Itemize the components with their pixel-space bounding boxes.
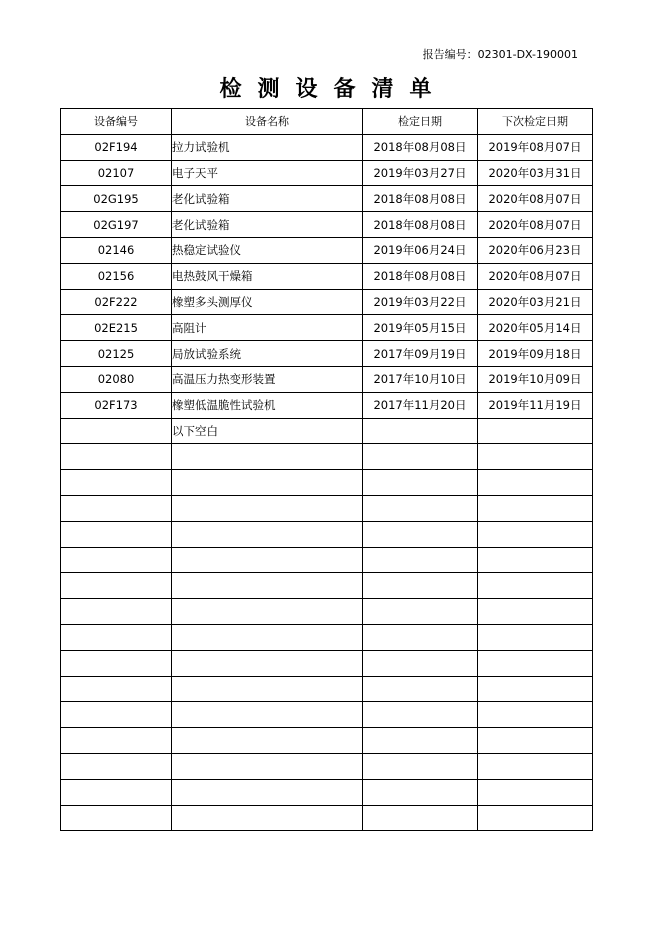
cell-name [172, 521, 363, 547]
cell-code [61, 573, 172, 599]
cell-name [172, 547, 363, 573]
cell-date [363, 444, 478, 470]
cell-code [61, 495, 172, 521]
cell-code [61, 728, 172, 754]
cell-next-date: 2019年08月07日 [478, 134, 593, 160]
cell-code: 02E215 [61, 315, 172, 341]
cell-code: 02G195 [61, 186, 172, 212]
cell-name: 老化试验箱 [172, 212, 363, 238]
cell-name [172, 495, 363, 521]
cell-next-date [478, 650, 593, 676]
cell-next-date [478, 805, 593, 831]
cell-next-date [478, 547, 593, 573]
cell-next-date: 2019年10月09日 [478, 366, 593, 392]
cell-date [363, 702, 478, 728]
cell-next-date: 2020年08月07日 [478, 186, 593, 212]
cell-next-date [478, 573, 593, 599]
cell-next-date [478, 418, 593, 444]
cell-code: 02080 [61, 366, 172, 392]
cell-code [61, 547, 172, 573]
table-row [61, 624, 593, 650]
cell-name: 橡塑多头测厚仪 [172, 289, 363, 315]
table-row [61, 702, 593, 728]
cell-name [172, 650, 363, 676]
cell-name: 老化试验箱 [172, 186, 363, 212]
table-row [61, 495, 593, 521]
table-row [61, 676, 593, 702]
cell-name: 电热鼓风干燥箱 [172, 263, 363, 289]
cell-date: 2017年09月19日 [363, 341, 478, 367]
cell-code: 02107 [61, 160, 172, 186]
cell-date: 2019年03月27日 [363, 160, 478, 186]
cell-name: 高温压力热变形装置 [172, 366, 363, 392]
cell-name: 以下空白 [172, 418, 363, 444]
cell-date [363, 418, 478, 444]
cell-code [61, 702, 172, 728]
cell-code: 02F194 [61, 134, 172, 160]
cell-name: 橡塑低温脆性试验机 [172, 392, 363, 418]
cell-date: 2017年10月10日 [363, 366, 478, 392]
table-row [61, 237, 593, 263]
cell-next-date [478, 470, 593, 496]
cell-date: 2019年03月22日 [363, 289, 478, 315]
cell-name: 局放试验系统 [172, 341, 363, 367]
table-row [61, 805, 593, 831]
cell-name [172, 779, 363, 805]
table-row [61, 341, 593, 367]
cell-date [363, 521, 478, 547]
cell-date [363, 470, 478, 496]
cell-date [363, 753, 478, 779]
page-title: 检测设备清单 [219, 76, 448, 102]
cell-date: 2018年08月08日 [363, 212, 478, 238]
cell-name [172, 470, 363, 496]
cell-code [61, 753, 172, 779]
cell-date [363, 676, 478, 702]
cell-name [172, 702, 363, 728]
table-row [61, 573, 593, 599]
table-row [61, 521, 593, 547]
cell-date: 2019年06月24日 [363, 237, 478, 263]
cell-name: 高阻计 [172, 315, 363, 341]
cell-date [363, 547, 478, 573]
equipment-table [60, 108, 593, 831]
cell-next-date [478, 444, 593, 470]
cell-name: 拉力试验机 [172, 134, 363, 160]
cell-next-date: 2020年03月31日 [478, 160, 593, 186]
cell-code [61, 805, 172, 831]
table-row [61, 289, 593, 315]
cell-name [172, 728, 363, 754]
cell-name [172, 805, 363, 831]
cell-name: 电子天平 [172, 160, 363, 186]
cell-name: 热稳定试验仪 [172, 237, 363, 263]
cell-date [363, 650, 478, 676]
cell-date [363, 728, 478, 754]
table-row [61, 315, 593, 341]
header-code: 设备编号 [61, 109, 172, 135]
table-body [61, 134, 593, 831]
cell-date: 2018年08月08日 [363, 263, 478, 289]
cell-date [363, 779, 478, 805]
header-next-date: 下次检定日期 [478, 109, 593, 135]
header-date: 检定日期 [363, 109, 478, 135]
cell-name [172, 624, 363, 650]
cell-next-date [478, 676, 593, 702]
cell-date [363, 805, 478, 831]
cell-next-date [478, 521, 593, 547]
cell-code [61, 418, 172, 444]
cell-code [61, 676, 172, 702]
cell-next-date: 2019年09月18日 [478, 341, 593, 367]
cell-next-date: 2019年11月19日 [478, 392, 593, 418]
header-name: 设备名称 [172, 109, 363, 135]
table-row [61, 186, 593, 212]
cell-code [61, 521, 172, 547]
table-row [61, 753, 593, 779]
cell-code: 02125 [61, 341, 172, 367]
table-row [61, 392, 593, 418]
cell-date: 2018年08月08日 [363, 134, 478, 160]
table-row [61, 212, 593, 238]
cell-next-date [478, 624, 593, 650]
cell-date [363, 573, 478, 599]
table-row [61, 366, 593, 392]
table-row [61, 599, 593, 625]
cell-code [61, 444, 172, 470]
cell-date: 2019年05月15日 [363, 315, 478, 341]
cell-date: 2018年08月08日 [363, 186, 478, 212]
cell-next-date: 2020年03月21日 [478, 289, 593, 315]
cell-next-date [478, 753, 593, 779]
table-header-row [61, 109, 593, 135]
cell-next-date [478, 702, 593, 728]
cell-code: 02146 [61, 237, 172, 263]
cell-next-date: 2020年05月14日 [478, 315, 593, 341]
cell-next-date: 2020年06月23日 [478, 237, 593, 263]
cell-name [172, 599, 363, 625]
cell-next-date: 2020年08月07日 [478, 263, 593, 289]
table-row [61, 263, 593, 289]
cell-name [172, 573, 363, 599]
table-row [61, 547, 593, 573]
cell-date [363, 599, 478, 625]
report-number: 报告编号：02301-DX-190001 [422, 48, 578, 61]
cell-code: 02F222 [61, 289, 172, 315]
table-row [61, 650, 593, 676]
table-row [61, 728, 593, 754]
table-row [61, 418, 593, 444]
cell-code [61, 599, 172, 625]
cell-date: 2017年11月20日 [363, 392, 478, 418]
cell-code [61, 779, 172, 805]
table-row [61, 444, 593, 470]
table-row [61, 134, 593, 160]
cell-name [172, 676, 363, 702]
table-row [61, 779, 593, 805]
cell-name [172, 444, 363, 470]
table-row [61, 470, 593, 496]
cell-next-date [478, 495, 593, 521]
cell-next-date [478, 779, 593, 805]
cell-code: 02156 [61, 263, 172, 289]
cell-next-date [478, 599, 593, 625]
cell-next-date: 2020年08月07日 [478, 212, 593, 238]
cell-name [172, 753, 363, 779]
cell-next-date [478, 728, 593, 754]
cell-code [61, 650, 172, 676]
cell-code [61, 470, 172, 496]
cell-code: 02F173 [61, 392, 172, 418]
cell-date [363, 495, 478, 521]
cell-code: 02G197 [61, 212, 172, 238]
cell-code [61, 624, 172, 650]
table-row [61, 160, 593, 186]
cell-date [363, 624, 478, 650]
